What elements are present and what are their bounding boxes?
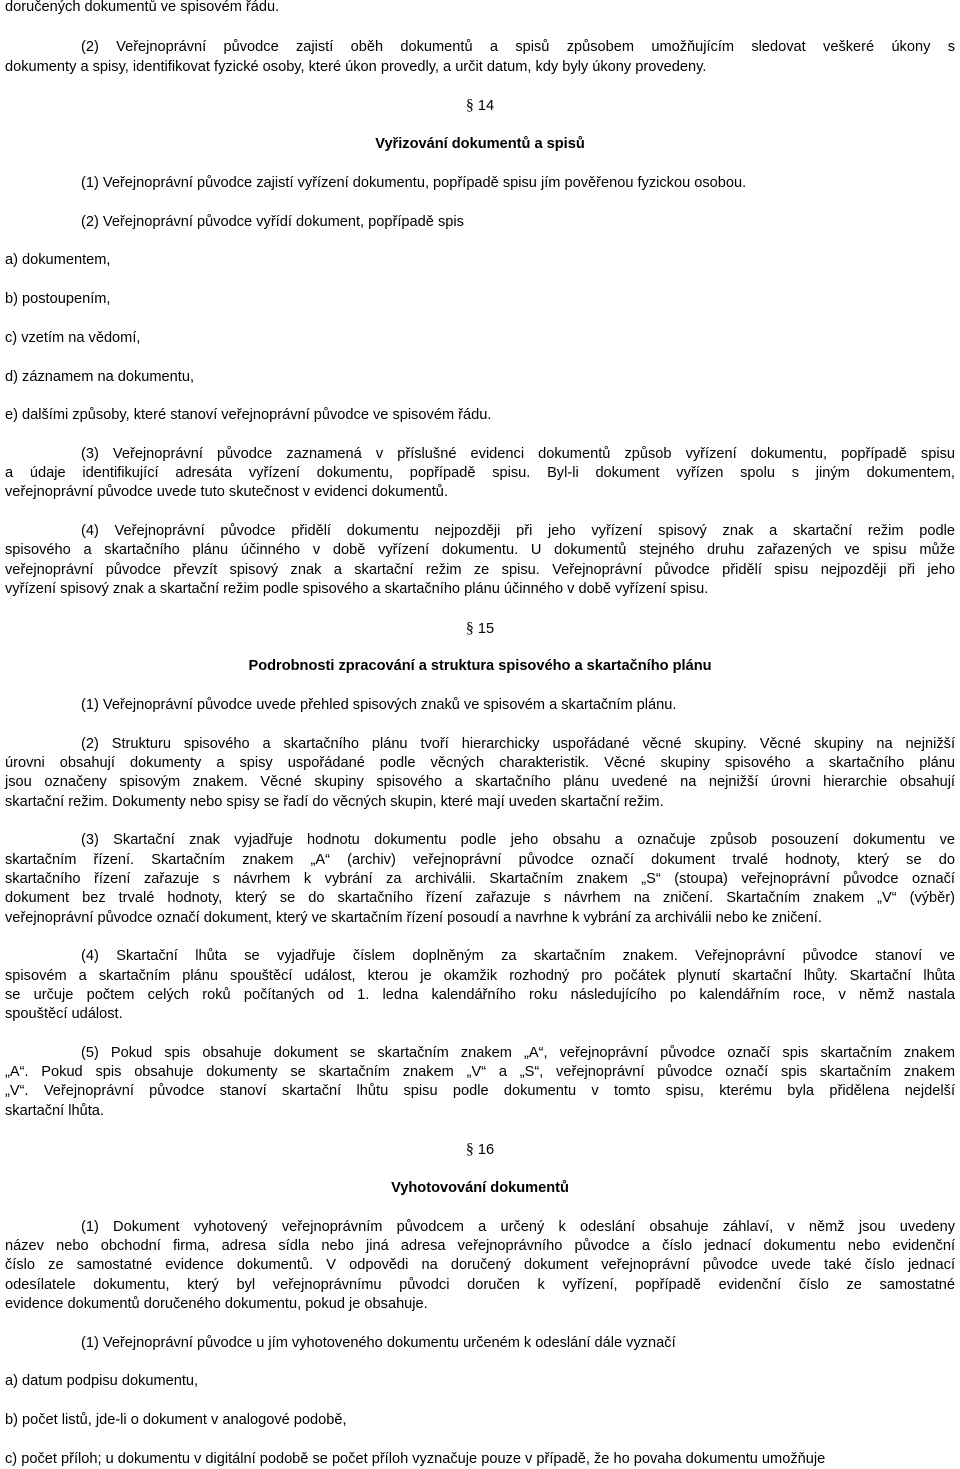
list-item: d) záznamem na dokumentu, (5, 369, 195, 385)
paragraph-line: spouštěcí událost. (5, 1006, 123, 1022)
list-item: c) počet příloh; u dokumentu v digitální podobě se počet příloh vyznačuje pouze v případě, že ho povaha dokumentu umožňuje (5, 1451, 826, 1467)
paragraph-line: odesílatele dokumentu, který byl veřejnoprávnímu původci doručen k vyřízení, popřípadě evidenční číslo ze samostatné (5, 1277, 955, 1293)
paragraph-line: skartačního řízení zařazuje s návrhem k vybrání za archiválii. Skartačním znakem „S“ (stoupa) veřejnoprávní původce označí (5, 871, 955, 887)
paragraph-line: veřejnoprávní původce uvede tuto skutečnost v evidenci dokumentů. (5, 484, 448, 500)
paragraph-line: (2) Veřejnoprávní původce vyřídí dokument, popřípadě spis (81, 214, 464, 230)
paragraph-line: vyřízení spisový znak a skartační režim podle spisového a skartačního plánu účinného v době vyřízení spisu. (5, 581, 709, 597)
section-title: Podrobnosti zpracování a struktura spisového a skartačního plánu (248, 658, 712, 674)
paragraph-line: spisového a skartačního plánu účinného v době vyřízení dokumentu. U dokumentů stejného druhu zařazených ve spisu může (5, 542, 955, 558)
paragraph-line: veřejnoprávní původce označí dokument, který ve skartačním řízení posoudí a navrhne k vybrání za archiválii nebo ke zničení. (5, 910, 822, 926)
paragraph-line: (4) Skartační lhůta se vyjadřuje číslem doplněným za skartačním znakem. Veřejnoprávní původce stanoví ve (81, 948, 955, 964)
intro-line: doručených dokumentů ve spisovém řádu. (5, 0, 280, 15)
list-item: b) počet listů, jde-li o dokument v analogové podobě, (5, 1412, 347, 1428)
section-title: Vyřizování dokumentů a spisů (375, 136, 585, 152)
list-item: a) datum podpisu dokumentu, (5, 1373, 199, 1389)
paragraph-line: (1) Dokument vyhotovený veřejnoprávním původcem a určený k odeslání obsahuje záhlaví, v němž jsou uvedeny (81, 1219, 955, 1235)
paragraph-line: skartační režim. Dokumenty nebo spisy se řadí do věcných skupin, které mají uveden skartační režim. (5, 794, 664, 810)
section-symbol: § (465, 1141, 474, 1158)
paragraph-line: dokumenty a spisy, identifikovat fyzické osoby, které úkon provedly, a určit datum, kdy byly úkony provedeny. (5, 59, 707, 75)
section-number-value: 16 (477, 1142, 495, 1158)
paragraph-line: jsou označeny spisovým znakem. Věcné skupiny spisového a skartačního plánu uvedené na nejnižší úrovni hierarchie obsahují (5, 774, 955, 790)
paragraph-line: (1) Veřejnoprávní původce zajistí vyřízení dokumentu, popřípadě spisu jím pověřenou fyzickou osobou. (81, 175, 747, 191)
list-item: b) postoupením, (5, 291, 111, 307)
paragraph-line: skartačním řízení. Skartačním znakem „A“ (archiv) veřejnoprávní původce označí dokument trvalé hodnoty, který se do (5, 852, 955, 868)
list-item: e) dalšími způsoby, které stanoví veřejnoprávní původce ve spisovém řádu. (5, 407, 492, 423)
section-symbol: § (465, 97, 474, 114)
paragraph-line: skartační lhůta. (5, 1103, 104, 1119)
section-symbol: § (465, 620, 474, 637)
paragraph-line: (3) Skartační znak vyjadřuje hodnotu dokumentu podle jeho obsahu a označuje způsob posouzení dokumentu ve (81, 832, 955, 848)
paragraph-line: (5) Pokud spis obsahuje dokument se skartačním znakem „A“, veřejnoprávní původce označí spis skartačním znakem (81, 1045, 955, 1061)
list-item: c) vzetím na vědomí, (5, 330, 141, 346)
section-title: Vyhotovování dokumentů (391, 1180, 569, 1196)
paragraph-line: (2) Veřejnoprávní původce zajistí oběh dokumentů a spisů způsobem umožňujícím sledovat veškeré úkony s (81, 39, 955, 55)
section-number-value: 14 (477, 98, 495, 114)
paragraph-line: dokument bez trvalé hodnoty, který se do skartačního řízení zařazuje s návrhem na zničení. Skartačním znakem „V“ (výběr) (5, 890, 955, 906)
paragraph-line: (1) Veřejnoprávní původce u jím vyhotoveného dokumentu určeném k odeslání dále vyznačí (81, 1335, 676, 1351)
section-number-value: 15 (477, 621, 495, 637)
list-item: a) dokumentem, (5, 252, 111, 268)
paragraph-line: „A“. Pokud spis obsahuje dokumenty se skartačním znakem „V“ a „S“, veřejnoprávní původce označí spis skartačním znakem (5, 1064, 955, 1080)
section-number (5, 1140, 955, 1160)
section-number (5, 619, 955, 639)
paragraph-line: spisovém a skartačním plánu spouštěcí událost, kterou je okamžik rozhodný pro počátek plynutí skartační lhůty. Skartační lhůta (5, 968, 955, 984)
paragraph-line: evidence dokumentů doručeného dokumentu, pokud je obsahuje. (5, 1296, 428, 1312)
section-number (5, 96, 955, 116)
paragraph-line: úrovni obsahují dokumenty a spisy uspořádané podle věcných charakteristik. Věcné skupiny spisového a skartačního plánu (5, 755, 955, 771)
paragraph-line: (3) Veřejnoprávní původce zaznamená v příslušné evidenci dokumentů způsob vyřízení dokumentu, popřípadě spisu (81, 446, 955, 462)
paragraph-line: (1) Veřejnoprávní původce uvede přehled spisových znaků ve spisovém a skartačním plánu. (81, 697, 677, 713)
paragraph-line: „V“. Veřejnoprávní původce stanoví skartační lhůtu spisu podle dokumentu v tomto spisu, kterému byla přidělena nejdelší (5, 1083, 955, 1099)
paragraph-line: (2) Strukturu spisového a skartačního plánu tvoří hierarchicky uspořádané věcné skupiny. Věcné skupiny na nejnižší (81, 736, 955, 752)
paragraph-line: číslo ze samostatné evidence dokumentů. V odpovědi na doručený dokument veřejnoprávní původce uvede také číslo jednací (5, 1257, 955, 1273)
paragraph-line: (4) Veřejnoprávní původce přidělí dokumentu nejpozději při jeho vyřízení spisový znak a skartační režim podle (81, 523, 955, 539)
paragraph-line: veřejnoprávní původce převzít spisový znak a skartační režim ze spisu. Veřejnoprávní původce přidělí spisu nejpozději při jeho (5, 562, 955, 578)
paragraph-line: a údaje identifikující adresáta vyřízení dokumentu, popřípadě spisu. Byl-li dokument vyřízen spolu s jiným dokumentem, (5, 465, 955, 481)
paragraph-line: se určuje počtem celých roků počítaných od 1. ledna kalendářního roku následujícího po kalendářním roce, v němž nastala (5, 987, 955, 1003)
paragraph-line: název nebo obchodní firma, adresa sídla nebo jiná adresa veřejnoprávního původce a číslo jednací dokumentu nebo evidenční (5, 1238, 955, 1254)
